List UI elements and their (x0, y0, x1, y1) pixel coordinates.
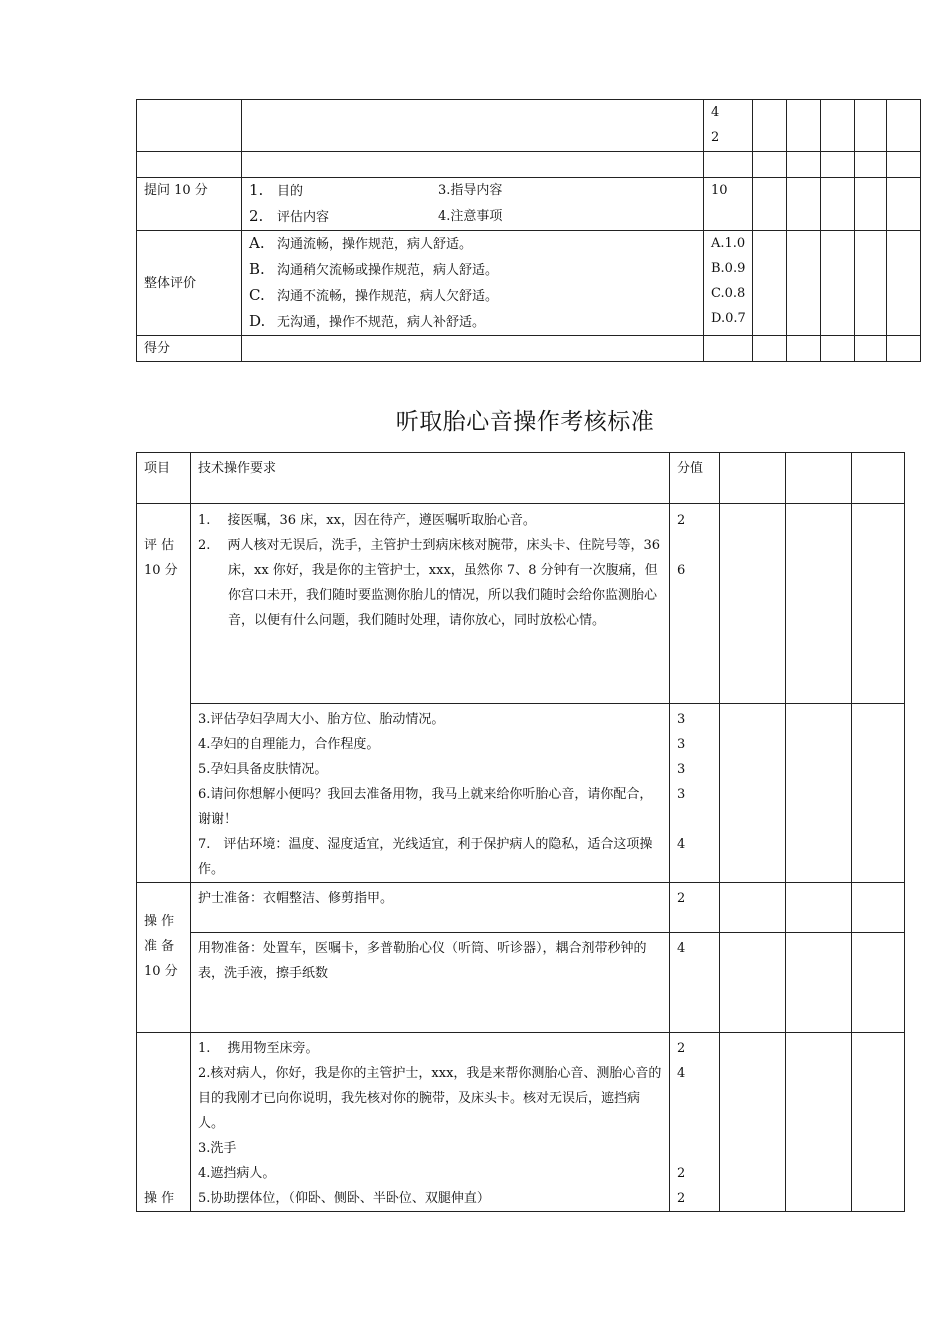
prep-row-supplies (137, 933, 905, 1033)
overall-scores: A.1.0 B.0.9 C.0.8 D.0.7 (704, 231, 753, 336)
header-row (137, 453, 905, 504)
standard-table (136, 452, 905, 1212)
header-item: 项目 (137, 453, 191, 504)
score-cell: 4 2 (704, 100, 753, 152)
assess-items-b: 3.评估孕妇孕周大小、胎方位、胎动情况。 4.孕妇的自理能力，合作程度。 5.孕妇具备皮肤情况。 6.请问你想解小便吗？我回去准备用物，我马上就来给你听胎心音，请你配合，谢谢！ 7. 评估环境：温度、湿度适宜，光线适宜，利于保护病人的隐私，适合这项操作。 (191, 704, 670, 883)
nurse-prep: 护士准备：衣帽整洁、修剪指甲。 (191, 883, 670, 933)
tiwen-items: 1. 目的 3.指导内容 2. 评估内容 4.注意事项 (242, 178, 704, 231)
assess-scores-b: 3 3 3 3 4 (670, 704, 720, 883)
assess-row-b (137, 704, 905, 883)
overall-items: A. 沟通流畅，操作规范，病人舒适。 B. 沟通稍欠流畅或操作规范，病人舒适。 C. 沟通不流畅，操作规范，病人欠舒适。 D. 无沟通，操作不规范，病人补舒适。 (242, 231, 704, 336)
ops-label: 操 作 (137, 1033, 191, 1212)
table1-row-overall (137, 231, 921, 336)
table1-row-empty (137, 152, 921, 178)
tiwen-label: 提问 10 分 (137, 178, 242, 231)
nurse-prep-score: 2 (670, 883, 720, 933)
supplies-prep-score: 4 (670, 933, 720, 1033)
ops-row (137, 1033, 905, 1212)
assess-scores-a: 2 6 (670, 504, 720, 704)
table1-row-tiwen (137, 178, 921, 231)
supplies-prep: 用物准备：处置车，医嘱卡，多普勒胎心仪（听筒、听诊器），耦合剂带秒钟的表，洗手液，擦手纸数 (191, 933, 670, 1033)
ops-scores: 2 4 2 2 (670, 1033, 720, 1212)
upper-table (136, 99, 921, 362)
assess-items-a: 1. 接医嘱，36 床，xx，因在待产，遵医嘱听取胎心音。 2. 两人核对无误后，洗手，主管护士到病床核对腕带，床头卡、住院号等，36 床，xx 你好，我是你的主管护士，xxx，虽然你 7、8 分钟有一次腹痛，但你宫口未开，我们随时要监测你胎儿的情况，所以我们随时会给你监测胎心音，以便有什么问题，我们随时处理，请你放心，同时放松心情。 (191, 504, 670, 704)
table1-row-top (137, 100, 921, 152)
assess-row-a (137, 504, 905, 704)
overall-label: 整体评价 (137, 231, 242, 336)
prep-row-nurse (137, 883, 905, 933)
header-score: 分值 (670, 453, 720, 504)
ops-items: 1. 携用物至床旁。 2.核对病人，你好，我是你的主管护士，xxx，我是来帮你测胎心音、测胎心音的目的我刚才已向你说明，我先核对你的腕带，及床头卡。核对无误后，遮挡病人。 3.洗手 4.遮挡病人。 5.协助摆体位，（仰卧、侧卧、半卧位、双腿伸直） (191, 1033, 670, 1212)
page-title: 听取胎心音操作考核标准 (395, 409, 655, 435)
header-req: 技术操作要求 (191, 453, 670, 504)
total-label: 得分 (137, 336, 242, 362)
table1-row-total (137, 336, 921, 362)
prep-label: 操 作 准 备 10 分 (137, 883, 191, 1033)
assess-label: 评 估 10 分 (137, 504, 191, 883)
tiwen-score: 10 (704, 178, 753, 231)
